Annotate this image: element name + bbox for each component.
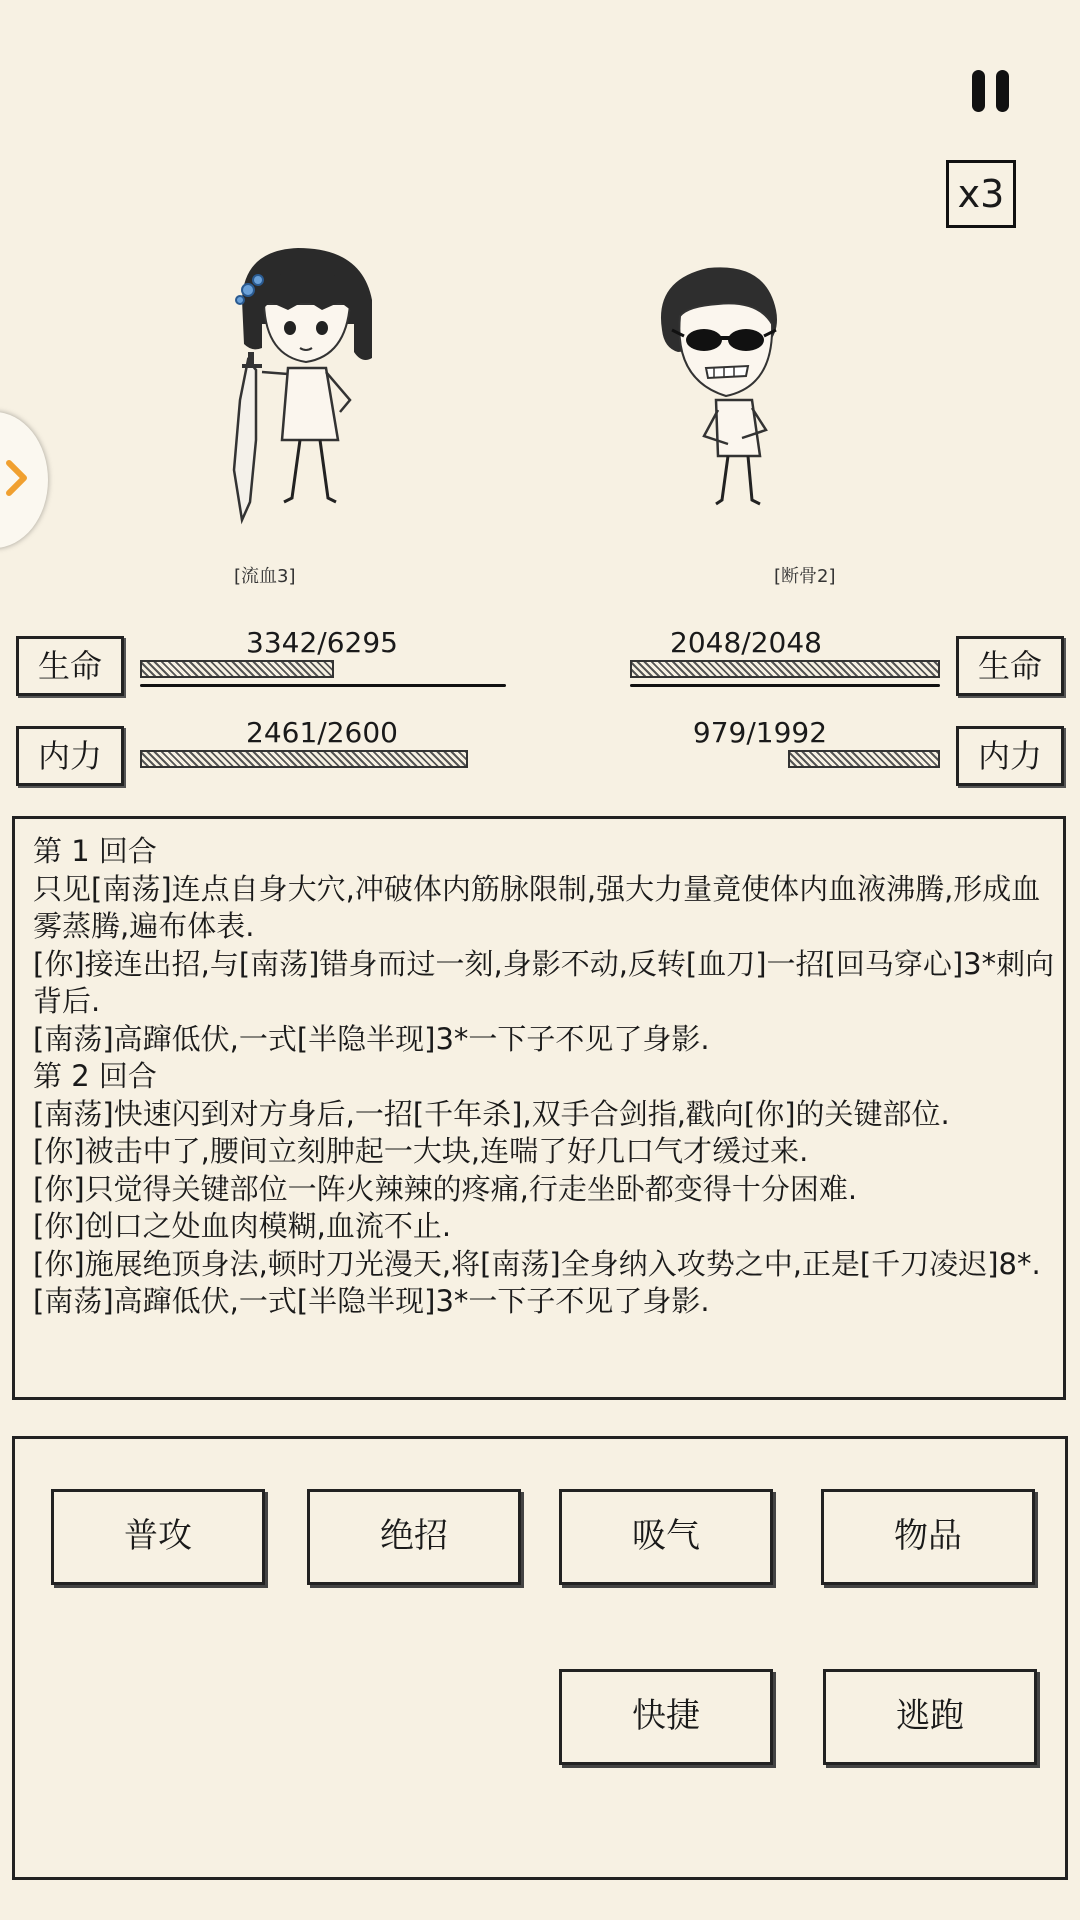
battle-log-line: [你]施展绝顶身法,顿时刀光漫天,将[南荡]全身纳入攻势之中,正是[千刀凌迟]8*. <box>33 1246 1041 1281</box>
bar-fill <box>140 660 334 678</box>
battle-log-line: 只见[南荡]连点自身大穴,冲破体内筋脉限制,强大力量竟使体内血液沸腾,形成血雾蒸腾,遍布体表. <box>33 871 1041 943</box>
player-character <box>222 240 402 530</box>
bar-fill <box>630 660 940 678</box>
player-hp-bar-line <box>140 684 506 687</box>
player-hp-bar <box>140 660 506 682</box>
battle-log-line: [你]接连出招,与[南荡]错身而过一刻,身影不动,反转[血刀]一招[回马穿心]3*刺向背后. <box>33 946 1055 1018</box>
battle-log-line: [南荡]高蹿低伏,一式[半隐半现]3*一下子不见了身影. <box>33 1284 710 1318</box>
player-mp-value: 2461/2600 <box>246 716 398 749</box>
pause-button[interactable] <box>968 66 1016 118</box>
player-status-effect: [流血3] <box>234 566 296 587</box>
player-hp-label: 生命 <box>16 636 124 696</box>
chevron-right-icon <box>6 460 28 496</box>
breathe-button[interactable]: 吸气 <box>559 1489 773 1585</box>
action-panel <box>12 1436 1068 1880</box>
bar-fill <box>788 750 940 768</box>
battle-log-line: 第 1 回合 <box>33 834 157 868</box>
enemy-status-effect: [断骨2] <box>774 566 836 587</box>
battle-log-line: [你]被击中了,腰间立刻肿起一大块,连喘了好几口气才缓过来. <box>33 1134 809 1168</box>
enemy-hp-value: 2048/2048 <box>670 626 822 659</box>
battle-log-line: [你]创口之处血肉模糊,血流不止. <box>33 1209 452 1243</box>
player-mp-label: 内力 <box>16 726 124 786</box>
player-hp-value: 3342/6295 <box>246 626 398 659</box>
battle-log-line: [南荡]高蹿低伏,一式[半隐半现]3*一下子不见了身影. <box>33 1021 710 1056</box>
player-mp-bar <box>140 750 486 772</box>
enemy-mp-bar <box>630 750 940 772</box>
battle-log-line: [南荡]快速闪到对方身后,一招[千年杀],双手合剑指,戳向[你]的关键部位. <box>33 1096 950 1131</box>
shortcut-button[interactable]: 快捷 <box>559 1669 773 1765</box>
items-button[interactable]: 物品 <box>821 1489 1035 1585</box>
enemy-character <box>648 260 808 510</box>
bar-fill <box>140 750 468 768</box>
flee-button[interactable]: 逃跑 <box>823 1669 1037 1765</box>
enemy-hp-bar-line <box>630 684 940 687</box>
side-menu-tab[interactable] <box>0 412 48 548</box>
enemy-mp-label: 内力 <box>956 726 1064 786</box>
battle-log-line: 第 2 回合 <box>33 1059 157 1093</box>
speed-button[interactable]: x3 <box>946 160 1016 228</box>
enemy-mp-value: 979/1992 <box>692 716 828 749</box>
enemy-hp-label: 生命 <box>956 636 1064 696</box>
attack-button[interactable]: 普攻 <box>51 1489 265 1585</box>
enemy-hp-bar <box>630 660 940 682</box>
battle-log-line: [你]只觉得关键部位一阵火辣辣的疼痛,行走坐卧都变得十分困难. <box>33 1171 858 1206</box>
battle-log[interactable] <box>12 816 1066 1400</box>
ultimate-button[interactable]: 绝招 <box>307 1489 521 1585</box>
battle-log-text <box>33 833 1055 1321</box>
